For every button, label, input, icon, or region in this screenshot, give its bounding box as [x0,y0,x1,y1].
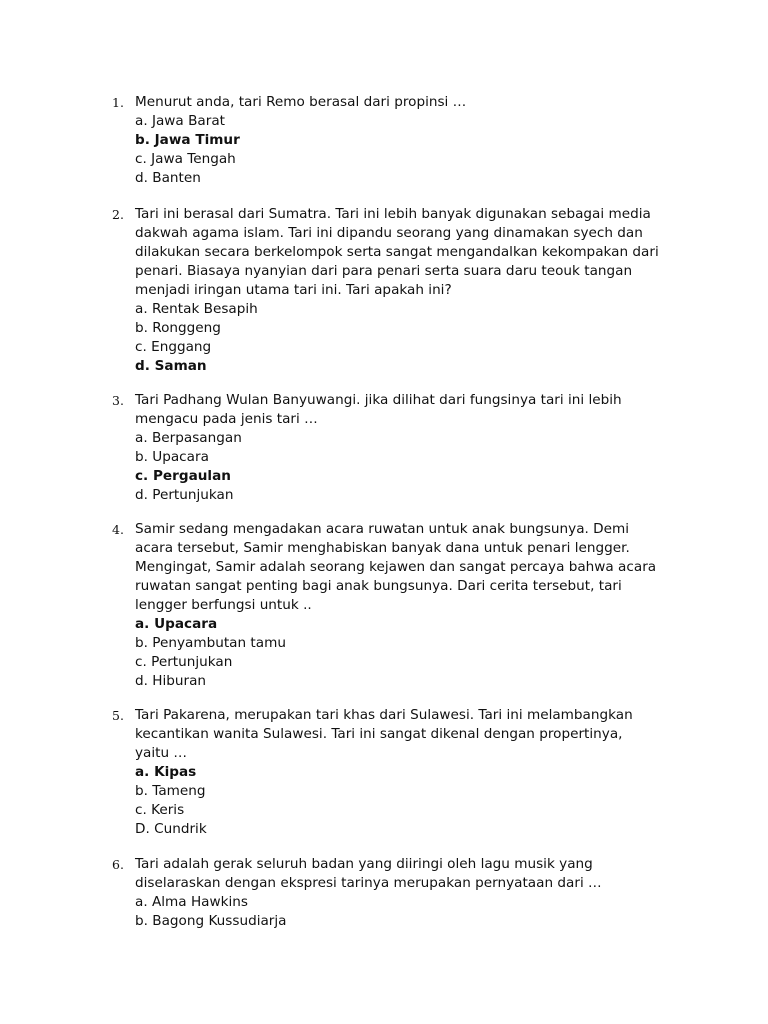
question-1 [112,93,682,188]
answer-option-a: a. Alma Hawkins [135,894,248,910]
answer-option-c: c. Pergaulan [135,468,231,484]
answer-option-c: c. Keris [135,802,185,818]
answer-option-b: b. Ronggeng [135,320,221,336]
answer-option-b: b. Penyambutan tamu [135,635,286,651]
question-body [135,855,682,931]
answer-option-a: a. Berpasangan [135,430,242,446]
answer-option-c: c. Jawa Tengah [135,151,236,167]
question-body [135,93,682,188]
question-number: 5. [112,708,124,723]
question-5 [112,706,682,839]
answer-option-d: d. Hiburan [135,673,207,689]
question-body [135,520,682,691]
question-number: 1. [112,95,124,110]
question-body [135,391,682,505]
answer-option-a: a. Kipas [135,764,197,780]
answer-option-b: b. Bagong Kussudiarja [135,913,287,929]
answer-option-d: d. Pertunjukan [135,487,234,503]
answer-option-d: d. Banten [135,170,201,186]
question-number: 6. [112,857,124,872]
question-text: Samir sedang mengadakan acara ruwatan untuk anak bungsunya. Demi acara tersebut, Samir menghabiskan banyak dana untuk penari lengger. Mengingat, Samir adalah seorang kejawen dan sangat percaya bahwa acara ruwatan sangat penting bagi anak bungsunya. Dari cerita tersebut, tari lengger berfungsi untuk .. [135,521,657,613]
answer-option-b: b. Tameng [135,783,206,799]
answer-option-d: d. Saman [135,358,207,374]
question-body [135,205,682,376]
answer-option-d: D. Cundrik [135,821,207,837]
answer-option-b: b. Jawa Timur [135,132,240,148]
question-text: Tari Pakarena, merupakan tari khas dari Sulawesi. Tari ini melambangkan kecantikan wanita Sulawesi. Tari ini sangat dikenal dengan propertinya, yaitu … [135,707,633,761]
question-text: Tari Padhang Wulan Banyuwangi. jika dilihat dari fungsinya tari ini lebih mengacu pada jenis tari … [135,392,622,427]
answer-option-b: b. Upacara [135,449,209,465]
question-number: 4. [112,522,124,537]
answer-option-c: c. Pertunjukan [135,654,233,670]
question-text: Tari ini berasal dari Sumatra. Tari ini lebih banyak digunakan sebagai media dakwah agama islam. Tari ini dipandu seorang yang dinamakan syech dan dilakukan secara berkelompok serta sangat mengandalkan kekompakan dari penari. Biasaya nyanyian dari para penari serta suara daru teouk tangan menjadi iringan utama tari ini. Tari apakah ini? [135,206,659,298]
question-body [135,706,682,839]
question-3 [112,391,682,505]
question-6 [112,855,682,931]
answer-option-a: a. Upacara [135,616,218,632]
answer-option-c: c. Enggang [135,339,212,355]
question-text: Tari adalah gerak seluruh badan yang diiringi oleh lagu musik yang diselaraskan dengan ekspresi tarinya merupakan pernyataan dari … [135,856,602,891]
question-text: Menurut anda, tari Remo berasal dari propinsi … [135,94,467,110]
question-4 [112,520,682,691]
question-2 [112,205,682,376]
question-number: 3. [112,393,124,408]
question-number: 2. [112,207,124,222]
answer-option-a: a. Rentak Besapih [135,301,258,317]
answer-option-a: a. Jawa Barat [135,113,225,129]
